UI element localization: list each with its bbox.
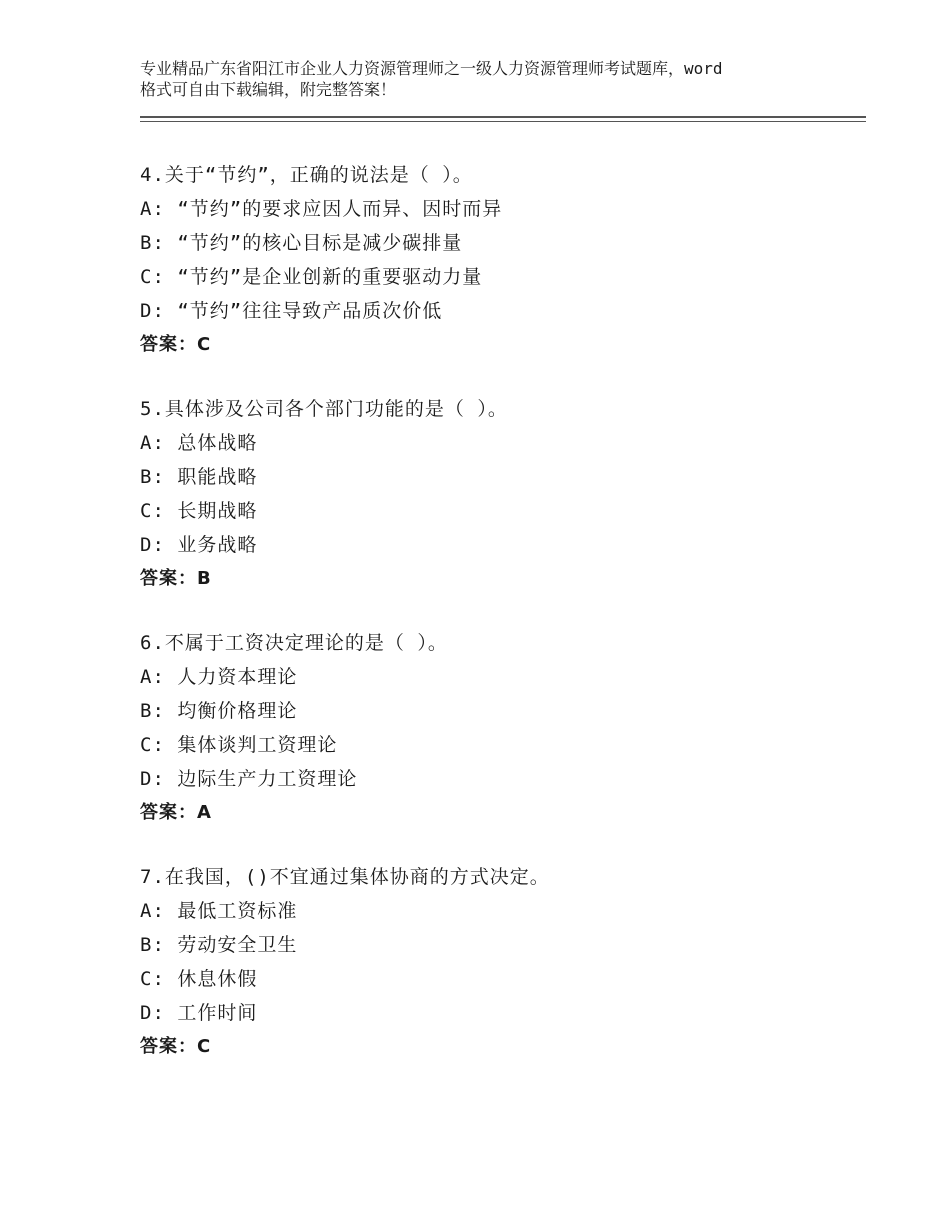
header-line-2: 格式可自由下载编辑，附完整答案！: [140, 80, 397, 99]
option-a: A: 最低工资标准: [140, 900, 298, 922]
question-stem: 5.具体涉及公司各个部门功能的是（ ）。: [140, 398, 508, 420]
answer-line: 答案：A: [140, 802, 212, 823]
option-c: C: 长期战略: [140, 500, 258, 522]
option-d: D: 工作时间: [140, 1002, 258, 1024]
option-b: B: “节约”的核心目标是减少碳排量: [140, 232, 463, 254]
answer-line: 答案：C: [140, 1036, 212, 1057]
question-stem: 7.在我国，()不宜通过集体协商的方式决定。: [140, 866, 550, 888]
option-d: D: 边际生产力工资理论: [140, 768, 358, 790]
document-header: [140, 58, 820, 100]
document-page: [140, 58, 868, 1094]
question-stem: 4.关于“节约”，正确的说法是（ ）。: [140, 164, 473, 186]
question-4: [140, 158, 868, 362]
option-d: D: 业务战略: [140, 534, 258, 556]
question-6: [140, 626, 868, 830]
question-stem: 6.不属于工资决定理论的是（ ）。: [140, 632, 448, 654]
answer-line: 答案：C: [140, 334, 212, 355]
option-b: B: 均衡价格理论: [140, 700, 298, 722]
header-line-1: 专业精品广东省阳江市企业人力资源管理师之一级人力资源管理师考试题库，word: [140, 59, 723, 78]
question-7: [140, 860, 868, 1064]
header-divider: [140, 116, 866, 122]
option-c: C: 休息休假: [140, 968, 258, 990]
option-a: A: 总体战略: [140, 432, 258, 454]
option-a: A: “节约”的要求应因人而异、因时而异: [140, 198, 503, 220]
option-a: A: 人力资本理论: [140, 666, 298, 688]
option-d: D: “节约”往往导致产品质次价低: [140, 300, 443, 322]
option-c: C: “节约”是企业创新的重要驱动力量: [140, 266, 483, 288]
option-b: B: 劳动安全卫生: [140, 934, 298, 956]
question-5: [140, 392, 868, 596]
option-b: B: 职能战略: [140, 466, 258, 488]
option-c: C: 集体谈判工资理论: [140, 734, 338, 756]
answer-line: 答案：B: [140, 568, 212, 589]
question-list: [140, 158, 868, 1064]
